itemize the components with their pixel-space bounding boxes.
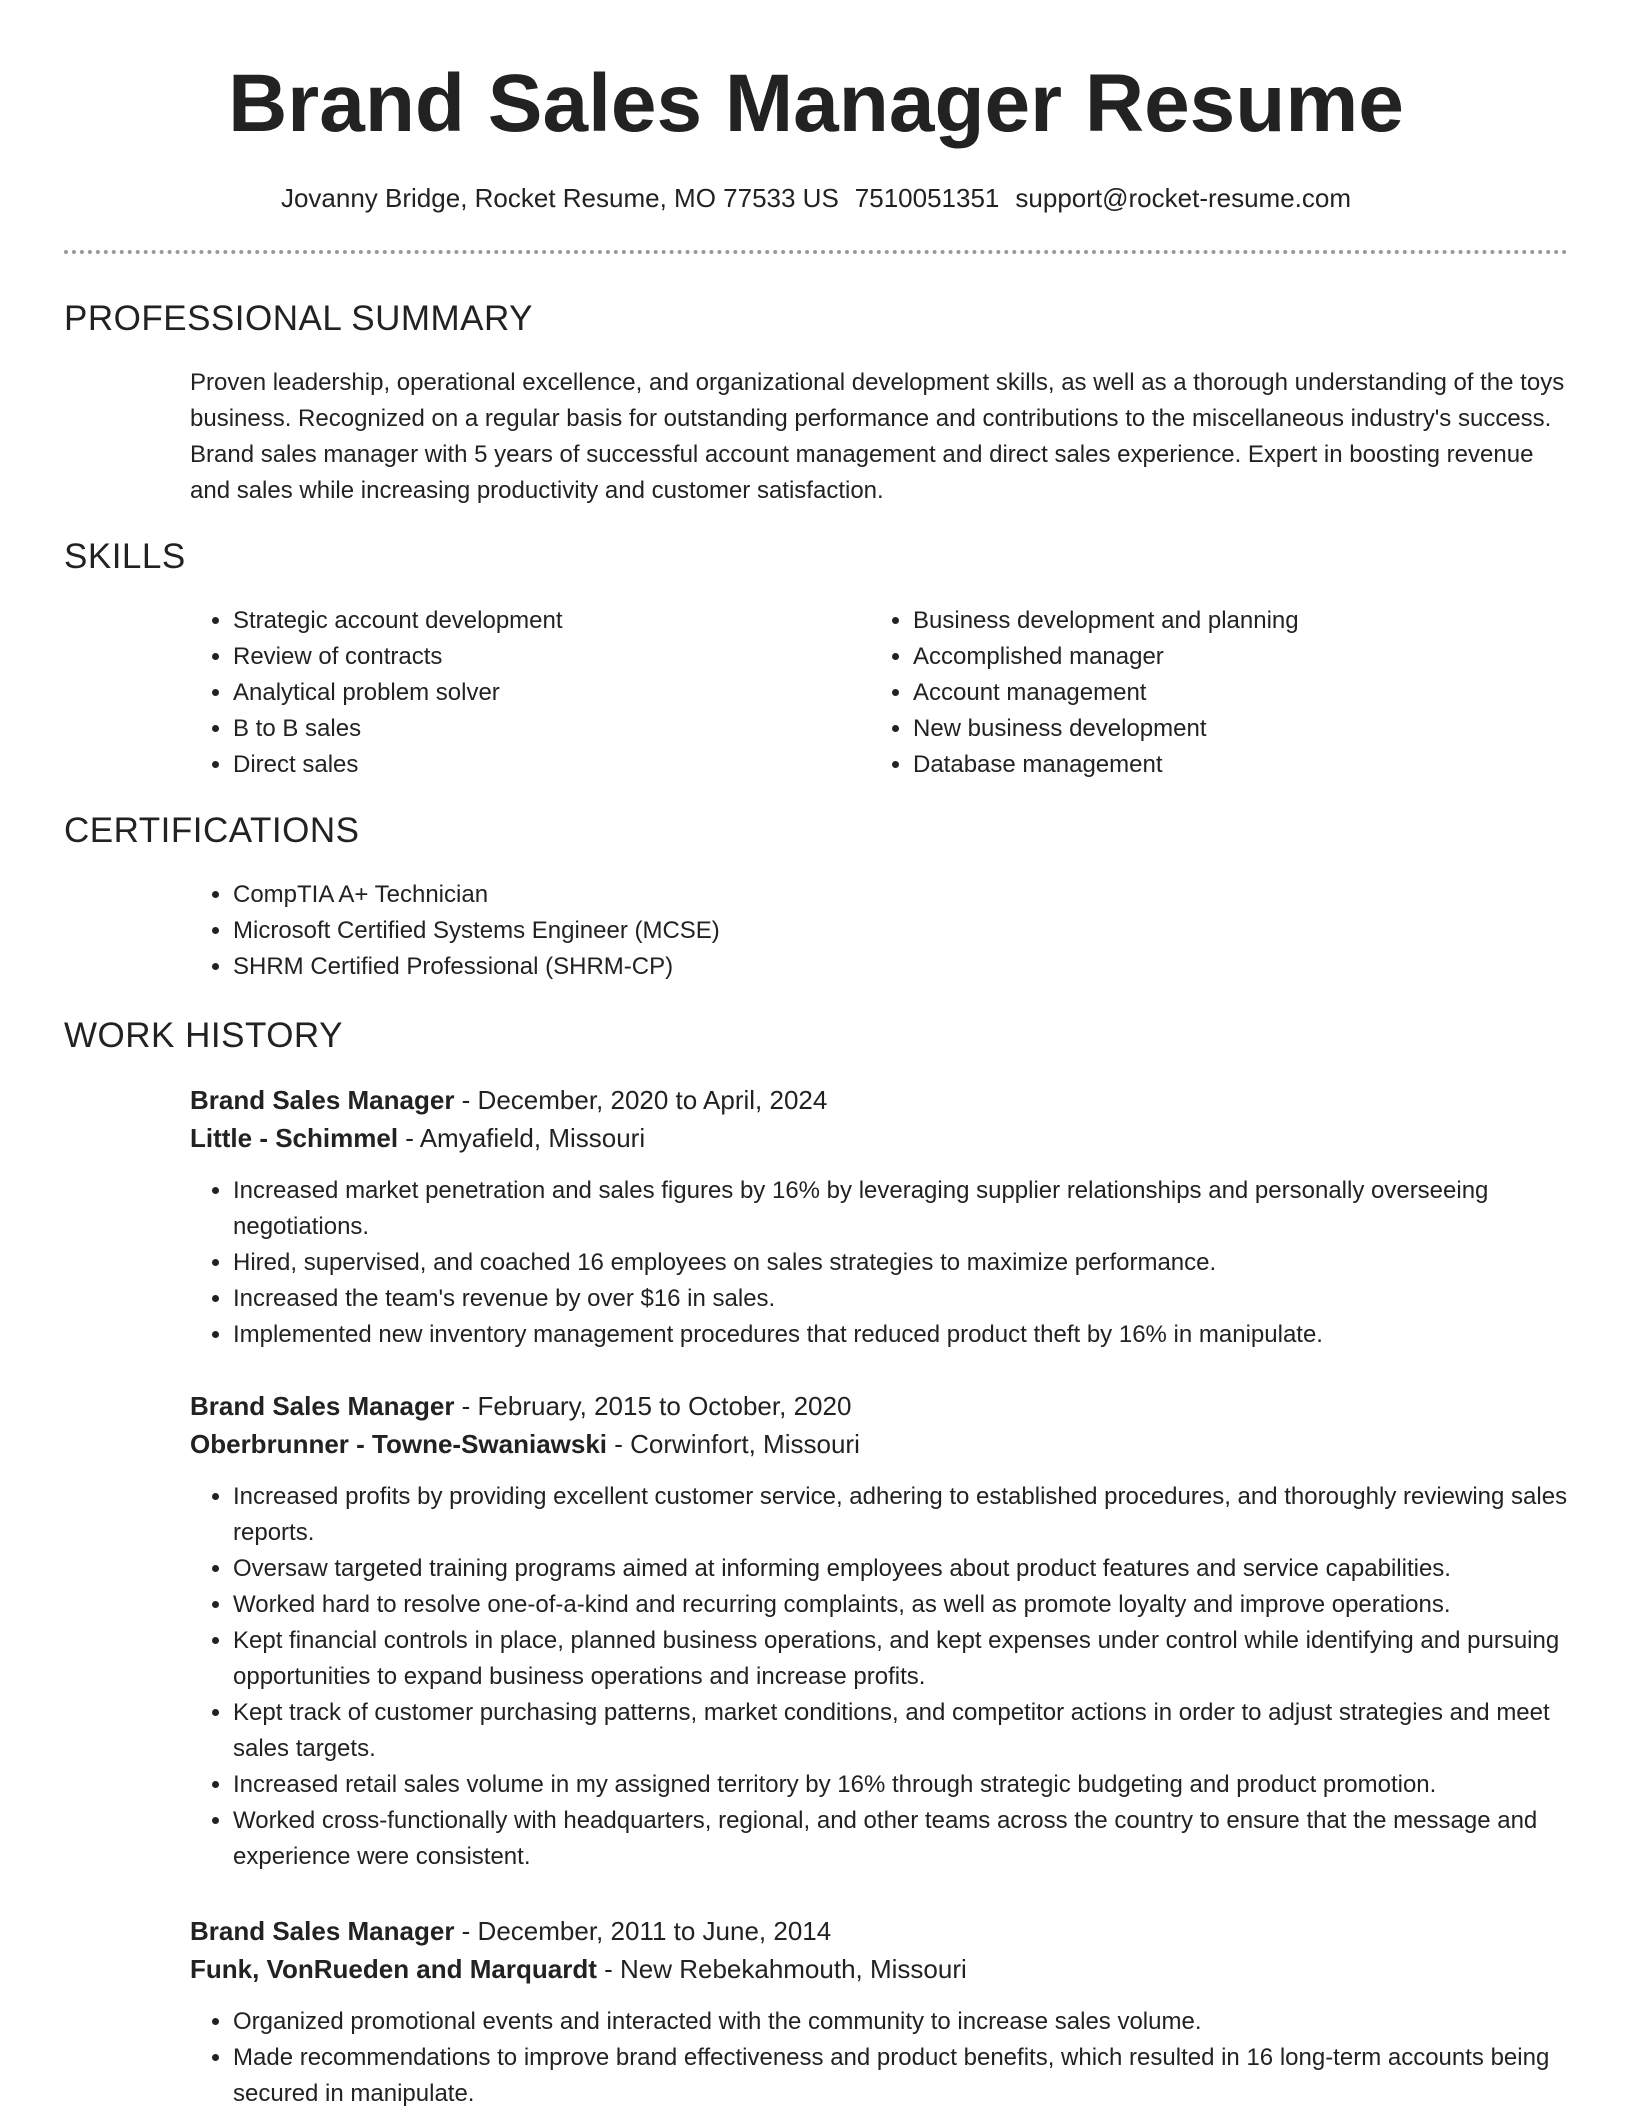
job-title: Brand Sales Manager bbox=[190, 1916, 455, 1946]
job-title-line bbox=[190, 1387, 1570, 1425]
skill-item: • Database management bbox=[913, 747, 1570, 783]
skills-column-right bbox=[870, 603, 1570, 783]
job-company-line bbox=[190, 1119, 1570, 1157]
contact-address: Jovanny Bridge, Rocket Resume, MO 77533 US bbox=[280, 183, 839, 213]
job-location: - Corwinfort, Missouri bbox=[607, 1429, 860, 1459]
job-entry bbox=[190, 1912, 1570, 2112]
skill-item: • Direct sales bbox=[233, 747, 850, 783]
skill-item: • Review of contracts bbox=[233, 639, 850, 675]
job-bullets bbox=[190, 1479, 1570, 1875]
job-dates: - December, 2020 to April, 2024 bbox=[454, 1085, 828, 1115]
skill-item: • Accomplished manager bbox=[913, 639, 1570, 675]
job-company-line bbox=[190, 1425, 1570, 1463]
job-dates: - February, 2015 to October, 2020 bbox=[454, 1391, 852, 1421]
job-company-line bbox=[190, 1950, 1570, 1988]
job-bullet: • Implemented new inventory management procedures that reduced product theft by 16% in manipulate. bbox=[233, 1317, 1570, 1353]
job-company: Oberbrunner - Towne-Swaniawski bbox=[190, 1429, 608, 1459]
job-bullets bbox=[190, 1173, 1570, 1353]
job-dates: - December, 2011 to June, 2014 bbox=[454, 1916, 832, 1946]
certifications-block bbox=[190, 877, 720, 985]
job-bullet: • Increased market penetration and sales figures by 16% by leveraging supplier relationships and personally overseeing negotiations. bbox=[233, 1173, 1570, 1245]
contact-line bbox=[0, 180, 1632, 216]
certification-item: • SHRM Certified Professional (SHRM-CP) bbox=[233, 949, 720, 985]
job-location: - Amyafield, Missouri bbox=[398, 1123, 646, 1153]
job-entry bbox=[190, 1081, 1570, 1353]
skill-item: • B to B sales bbox=[233, 711, 850, 747]
header-divider bbox=[64, 250, 1568, 254]
job-company: Little - Schimmel bbox=[190, 1123, 399, 1153]
certification-item: • CompTIA A+ Technician bbox=[233, 877, 720, 913]
job-bullet: • Kept track of customer purchasing patterns, market conditions, and competitor actions in order to adjust strategies and meet sales targets. bbox=[233, 1695, 1570, 1767]
job-bullets bbox=[190, 2004, 1570, 2112]
job-bullet: • Increased the team's revenue by over $16 in sales. bbox=[233, 1281, 1570, 1317]
skill-item: • Business development and planning bbox=[913, 603, 1570, 639]
skill-item: • New business development bbox=[913, 711, 1570, 747]
job-title-line bbox=[190, 1081, 1570, 1119]
job-title: Brand Sales Manager bbox=[190, 1085, 455, 1115]
job-location: - New Rebekahmouth, Missouri bbox=[596, 1954, 967, 1984]
summary-text: Proven leadership, operational excellence, and organizational development skills, as well as a thorough understanding of the toys business. Recognized on a regular basis for outstanding performance and contributions to the miscellaneous industry's success. Brand sales manager with 5 years of successful account management and direct sales experience. Expert in boosting revenue and sales while increasing productivity and customer satisfaction. bbox=[190, 369, 1565, 504]
summary-heading: PROFESSIONAL SUMMARY bbox=[64, 299, 533, 338]
page-title: Brand Sales Manager Resume bbox=[228, 58, 1404, 149]
certifications-list bbox=[190, 877, 720, 985]
job-bullet: • Increased profits by providing excellent customer service, adhering to established procedures, and thoroughly reviewing sales reports. bbox=[233, 1479, 1570, 1551]
job-bullet: • Worked cross-functionally with headquarters, regional, and other teams across the country to ensure that the message and experience were consistent. bbox=[233, 1803, 1570, 1875]
work-history-heading: WORK HISTORY bbox=[64, 1016, 343, 1055]
skills-heading: SKILLS bbox=[64, 537, 186, 576]
contact-phone: 7510051351 bbox=[854, 183, 1000, 213]
skill-item: • Strategic account development bbox=[233, 603, 850, 639]
job-title: Brand Sales Manager bbox=[190, 1391, 455, 1421]
certification-item: • Microsoft Certified Systems Engineer (MCSE) bbox=[233, 913, 720, 949]
job-bullet: • Oversaw targeted training programs aimed at informing employees about product features and service capabilities. bbox=[233, 1551, 1570, 1587]
job-bullet: • Kept financial controls in place, planned business operations, and kept expenses under control while identifying and pursuing opportunities to expand business operations and increase profits. bbox=[233, 1623, 1570, 1695]
skills-list-right bbox=[870, 603, 1570, 783]
job-entry bbox=[190, 1387, 1570, 1875]
job-title-line bbox=[190, 1912, 1570, 1950]
contact-email: support@rocket-resume.com bbox=[1015, 183, 1352, 213]
certifications-heading: CERTIFICATIONS bbox=[64, 811, 360, 850]
job-bullet: • Hired, supervised, and coached 16 employees on sales strategies to maximize performance. bbox=[233, 1245, 1570, 1281]
job-company: Funk, VonRueden and Marquardt bbox=[190, 1954, 597, 1984]
job-bullet: • Organized promotional events and interacted with the community to increase sales volume. bbox=[233, 2004, 1570, 2040]
skills-column-left bbox=[190, 603, 850, 783]
skill-item: • Analytical problem solver bbox=[233, 675, 850, 711]
job-bullet: • Made recommendations to improve brand effectiveness and product benefits, which resulted in 16 long-term accounts being secured in manipulate. bbox=[233, 2040, 1570, 2112]
skill-item: • Account management bbox=[913, 675, 1570, 711]
skills-list-left bbox=[190, 603, 850, 783]
job-bullet: • Worked hard to resolve one-of-a-kind and recurring complaints, as well as promote loyalty and improve operations. bbox=[233, 1587, 1570, 1623]
job-bullet: • Increased retail sales volume in my assigned territory by 16% through strategic budgeting and product promotion. bbox=[233, 1767, 1570, 1803]
